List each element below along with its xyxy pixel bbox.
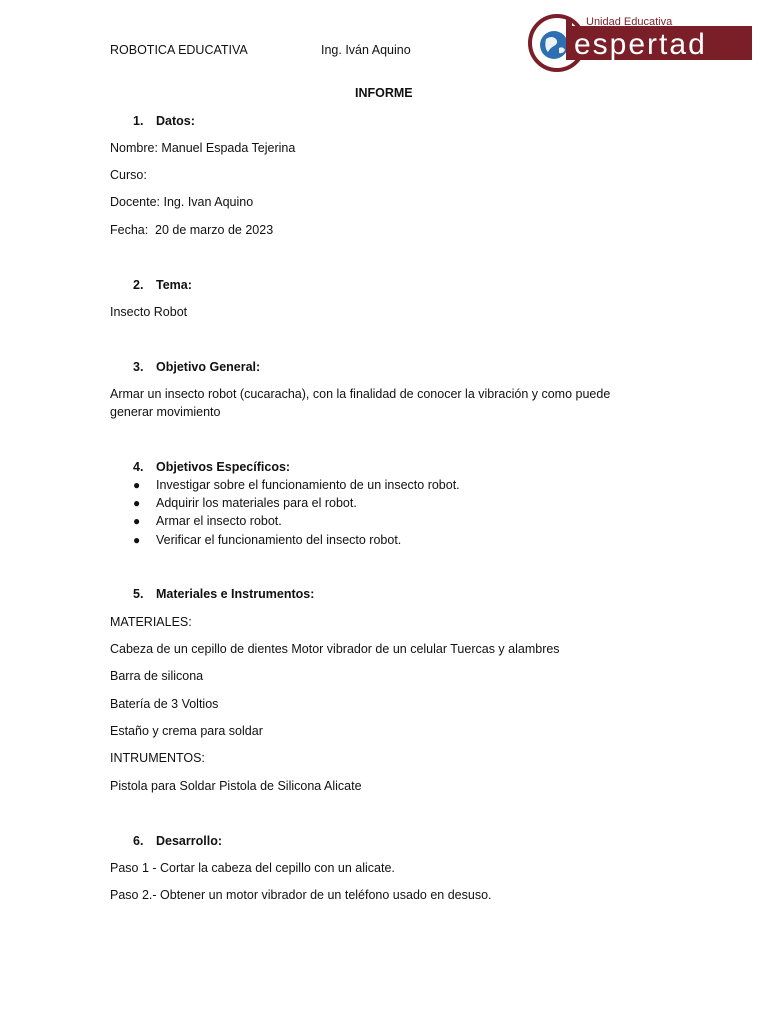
- section-number: 2.: [133, 278, 144, 292]
- section-heading-tema: Tema:: [156, 278, 192, 292]
- objetivo-general-line2: generar movimiento: [110, 405, 221, 419]
- section-heading-objetivos-especificos: Objetivos Específicos:: [156, 460, 291, 474]
- bullet-icon: ●: [133, 533, 141, 547]
- section-number: 5.: [133, 587, 144, 601]
- material-item: Barra de silicona: [110, 669, 204, 683]
- bullet-icon: ●: [133, 478, 141, 492]
- list-item: Armar el insecto robot.: [156, 514, 282, 528]
- logo-main-text: espertad: [574, 28, 707, 61]
- header-teacher: Ing. Iván Aquino: [321, 43, 411, 57]
- list-item: Verificar el funcionamiento del insecto robot.: [156, 533, 402, 547]
- section-number: 6.: [133, 834, 144, 848]
- tema-text: Insecto Robot: [110, 305, 188, 319]
- section-heading-desarrollo: Desarrollo:: [156, 834, 222, 848]
- header-course: ROBOTICA EDUCATIVA: [110, 43, 248, 57]
- section-number: 3.: [133, 360, 144, 374]
- datos-curso: Curso:: [110, 168, 147, 182]
- datos-fecha-label: Fecha:: [110, 223, 149, 237]
- section-heading-objetivo-general: Objetivo General:: [156, 360, 261, 374]
- bullet-icon: ●: [133, 514, 141, 528]
- datos-docente: Docente: Ing. Ivan Aquino: [110, 195, 254, 209]
- instrumentos-label: INTRUMENTOS:: [110, 751, 205, 765]
- list-item: Adquirir los materiales para el robot.: [156, 496, 357, 510]
- paso-item: Paso 1 - Cortar la cabeza del cepillo con un alicate.: [110, 861, 395, 875]
- logo-top-text: Unidad Educativa: [586, 16, 673, 28]
- list-item: Investigar sobre el funcionamiento de un insecto robot.: [156, 478, 460, 492]
- section-heading-materiales: Materiales e Instrumentos:: [156, 587, 315, 601]
- bullet-icon: ●: [133, 496, 141, 510]
- material-item: Batería de 3 Voltios: [110, 697, 219, 711]
- material-item: Cabeza de un cepillo de dientes Motor vibrador de un celular Tuercas y alambres: [110, 642, 560, 656]
- material-item: Estaño y crema para soldar: [110, 724, 263, 738]
- school-logo: [526, 12, 752, 74]
- datos-nombre: Nombre: Manuel Espada Tejerina: [110, 141, 296, 155]
- section-number: 1.: [133, 114, 144, 128]
- instrumentos-text: Pistola para Soldar Pistola de Silicona Alicate: [110, 779, 362, 793]
- logo-graphic: [526, 12, 752, 74]
- document-title: INFORME: [355, 86, 413, 100]
- materiales-label: MATERIALES:: [110, 615, 192, 629]
- section-heading-datos: Datos:: [156, 114, 195, 128]
- paso-item: Paso 2.- Obtener un motor vibrador de un teléfono usado en desuso.: [110, 888, 492, 902]
- datos-fecha-value: 20 de marzo de 2023: [155, 223, 274, 237]
- objetivo-general-line1: Armar un insecto robot (cucaracha), con la finalidad de conocer la vibración y como puede: [110, 387, 611, 401]
- section-number: 4.: [133, 460, 144, 474]
